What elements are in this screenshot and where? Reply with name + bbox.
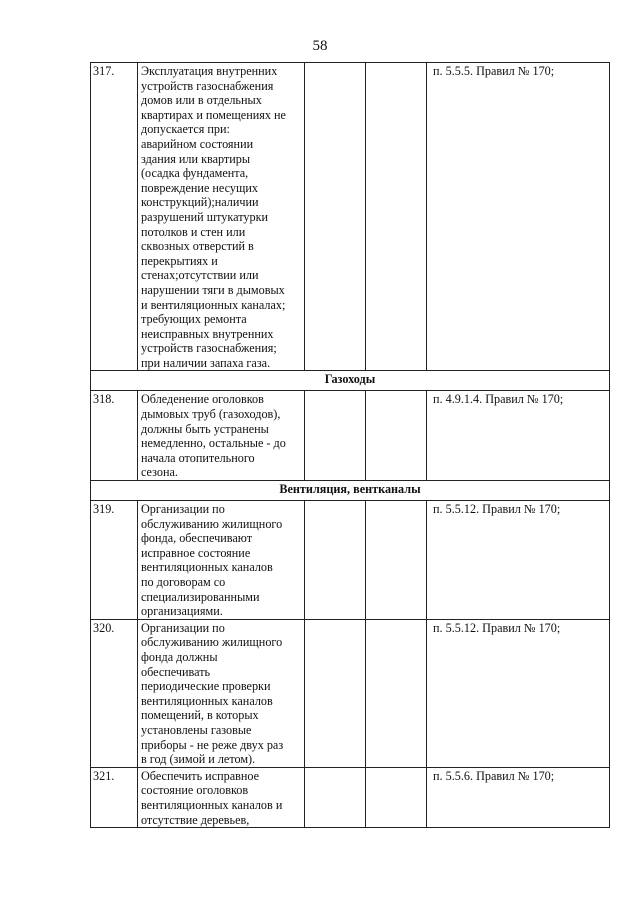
empty-cell: [305, 767, 366, 827]
requirement-text: Организации по обслуживанию жилищного фонда, обеспечивают исправное состояние вентиляционных каналов по договорам со специализированными организациями.: [138, 501, 305, 620]
table-row: [91, 767, 610, 827]
empty-cell: [366, 767, 427, 827]
section-row: [91, 371, 610, 391]
regulation-reference: п. 5.5.6. Правил № 170;: [427, 767, 610, 827]
section-title: Газоходы: [91, 371, 610, 391]
item-number: 317.: [91, 63, 138, 371]
requirement-text: Обледенение оголовков дымовых труб (газоходов), должны быть устранены немедленно, остальные - до начала отопительного сезона.: [138, 391, 305, 481]
regulation-reference: п. 4.9.1.4. Правил № 170;: [427, 391, 610, 481]
regulation-reference: п. 5.5.12. Правил № 170;: [427, 501, 610, 620]
requirement-text: Эксплуатация внутренних устройств газоснабжения домов или в отдельных квартирах и помещениях не допускается при: аварийном состоянии здания или квартиры (осадка фундамента, повреждение несущих конструкций);наличии разрушений штукатурки потолков и стен или сквозных отверстий в перекрытиях и стенах;отсутствии или нарушении тяги в дымовых и вентиляционных каналах; требующих ремонта неисправных внутренних устройств газоснабжения; при наличии запаха газа.: [138, 63, 305, 371]
empty-cell: [366, 63, 427, 371]
table-row: [91, 391, 610, 481]
section-title: Вентиляция, вентканалы: [91, 481, 610, 501]
regulation-reference: п. 5.5.12. Правил № 170;: [427, 619, 610, 767]
table-row: [91, 501, 610, 620]
empty-cell: [366, 501, 427, 620]
requirement-text: Организации по обслуживанию жилищного фонда должны обеспечивать периодические проверки вентиляционных каналов помещений, в которых установлены газовые приборы - не реже двух раз в год (зимой и летом).: [138, 619, 305, 767]
regulation-reference: п. 5.5.5. Правил № 170;: [427, 63, 610, 371]
empty-cell: [366, 391, 427, 481]
requirement-text: Обеспечить исправное состояние оголовков вентиляционных каналов и отсутствие деревьев,: [138, 767, 305, 827]
empty-cell: [305, 619, 366, 767]
item-number: 320.: [91, 619, 138, 767]
requirements-table: [90, 62, 610, 828]
table-row: [91, 63, 610, 371]
table-row: [91, 619, 610, 767]
item-number: 318.: [91, 391, 138, 481]
empty-cell: [305, 63, 366, 371]
empty-cell: [305, 501, 366, 620]
page-number: 58: [312, 38, 328, 54]
empty-cell: [366, 619, 427, 767]
section-row: [91, 481, 610, 501]
item-number: 319.: [91, 501, 138, 620]
item-number: 321.: [91, 767, 138, 827]
empty-cell: [305, 391, 366, 481]
